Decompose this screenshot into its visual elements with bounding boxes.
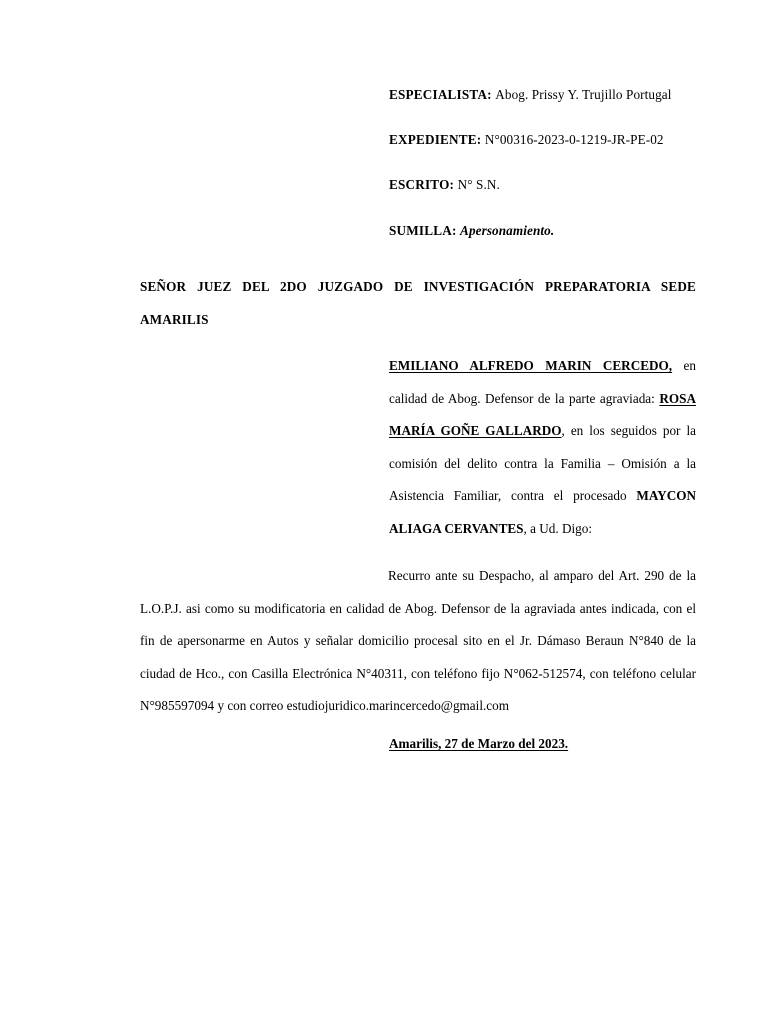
sumilla-label: SUMILLA bbox=[389, 222, 452, 238]
escrito-separator: : bbox=[449, 177, 458, 193]
expediente-label: EXPEDIENTE bbox=[389, 132, 477, 148]
body-paragraph: Recurro ante su Despacho, al amparo del Art. 290 de la L.O.P.J. asi como su modificatoria en calidad de Abog. Defensor de la agraviada antes indicada, con el fin de apersonarme en Autos y señalar domicilio procesal sito en el Jr. Dámaso Beraun N°840 de la ciudad de Hco., con Casilla Electrónica N°40311, con teléfono fijo N°062-512574, con teléfono celular N°985597094 y con correo estudiojuridico.marincercedo@gmail.com bbox=[140, 568, 696, 713]
escrito-value: N° S.N. bbox=[457, 177, 500, 193]
sumilla-value: Apersonamiento. bbox=[460, 222, 555, 238]
header-row-especialista bbox=[389, 88, 699, 101]
closing-place-date: Amarilis, 27 de Marzo del 2023. bbox=[389, 736, 569, 751]
header-row-expediente bbox=[389, 133, 699, 146]
petitioner-role-text: en calidad de Abog. Defensor de la parte agraviada: bbox=[389, 358, 696, 406]
case-description-text: , en los seguidos por la comisión del delito contra la Familia – Omisión a la Asistencia Familiar, contra el procesado bbox=[389, 423, 696, 503]
address-closing-text: , a Ud. Digo: bbox=[523, 520, 592, 536]
document-header-block bbox=[389, 88, 699, 237]
defendant-name: MAYCON ALIAGA CERVANTES bbox=[389, 488, 696, 536]
header-row-escrito bbox=[389, 178, 699, 191]
expediente-separator: : bbox=[476, 132, 485, 148]
victim-name: ROSA MARÍA GOÑE GALLARDO bbox=[389, 390, 696, 438]
especialista-label: ESPECIALISTA bbox=[389, 87, 488, 102]
especialista-value: Abog. Prissy Y. Trujillo Portugal bbox=[495, 87, 672, 102]
header-row-sumilla bbox=[389, 224, 699, 237]
addressee-heading: SEÑOR JUEZ DEL 2DO JUZGADO DE INVESTIGACIÓN PREPARATORIA SEDE AMARILIS bbox=[140, 279, 696, 327]
expediente-value: N°00316-2023-0-1219-JR-PE-02 bbox=[484, 132, 664, 148]
especialista-separator: : bbox=[487, 87, 496, 102]
petitioner-name: EMILIANO ALFREDO MARIN CERCEDO, bbox=[389, 358, 673, 373]
escrito-label: ESCRITO bbox=[389, 177, 450, 193]
party-introduction-block bbox=[389, 350, 696, 545]
sumilla-separator: : bbox=[451, 222, 461, 238]
